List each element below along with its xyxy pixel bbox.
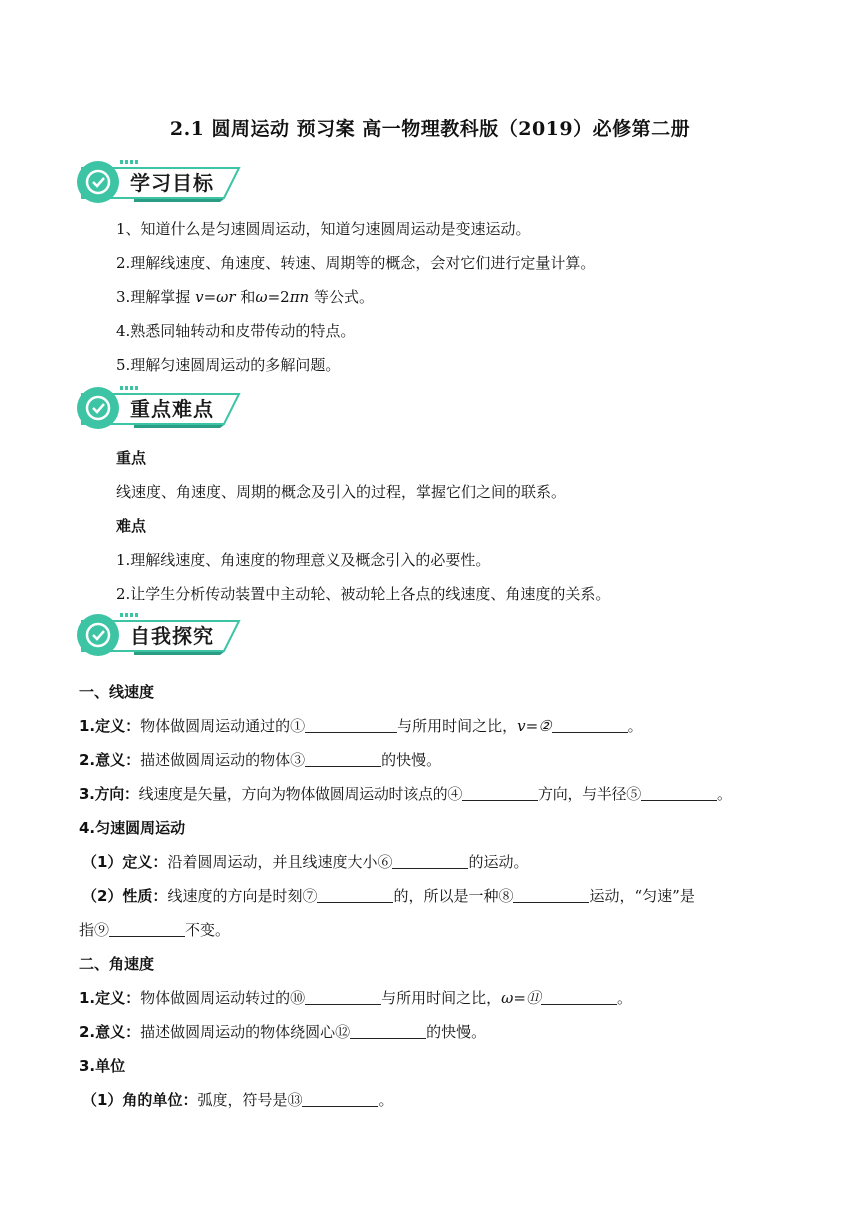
- difficult-label: 难点: [116, 517, 147, 535]
- goal-item: 2.理解线速度、角速度、转速、周期等的概念，会对它们进行定量计算。: [116, 254, 596, 272]
- fill-line: 1.定义：物体做圆周运动转过的⑩ 与所用时间之比，ω=⑪ 。: [79, 989, 632, 1007]
- section-heading: 学习目标: [130, 171, 214, 195]
- section-banner-explore: [74, 611, 246, 657]
- page-title: 2.1 圆周运动 预习案 高一物理教科版（2019）必修第二册: [169, 118, 691, 140]
- part-title: 二、角速度: [79, 955, 155, 973]
- answer-blank[interactable]: [350, 1023, 426, 1039]
- section-banner-goals: [74, 158, 246, 204]
- answer-blank[interactable]: [641, 785, 717, 801]
- fill-line: 2.意义：描述做圆周运动的物体绕圆心⑫ 的快慢。: [79, 1023, 487, 1041]
- section-heading: 重点难点: [130, 397, 214, 421]
- key-label: 重点: [116, 449, 147, 467]
- key-text: 线速度、角速度、周期的概念及引入的过程，掌握它们之间的联系。: [116, 483, 567, 501]
- goal-item: 3.理解掌握 v=ωr 和ω=2πn 等公式。: [116, 288, 375, 306]
- answer-blank[interactable]: [109, 921, 185, 937]
- difficult-item: 1.理解线速度、角速度的物理意义及概念引入的必要性。: [116, 551, 491, 569]
- fill-line: 3.方向：线速度是矢量，方向为物体做圆周运动时该点的④ 方向，与半径⑤ 。: [79, 785, 732, 803]
- answer-blank[interactable]: [513, 887, 589, 903]
- answer-blank[interactable]: [552, 717, 628, 733]
- section-banner-key: [74, 384, 246, 430]
- fill-line: 指⑨ 不变。: [79, 921, 231, 939]
- goal-item: 5.理解匀速圆周运动的多解问题。: [116, 356, 341, 374]
- answer-blank[interactable]: [541, 989, 617, 1005]
- answer-blank[interactable]: [317, 887, 393, 903]
- section-heading: 自我探究: [130, 624, 214, 648]
- goal-item: 4.熟悉同轴转动和皮带传动的特点。: [116, 322, 356, 340]
- difficult-item: 2.让学生分析传动装置中主动轮、被动轮上各点的线速度、角速度的关系。: [116, 585, 611, 603]
- fill-line: （1）角的单位：弧度，符号是⑬ 。: [82, 1091, 394, 1109]
- answer-blank[interactable]: [392, 853, 468, 869]
- fill-line: （2）性质：线速度的方向是时刻⑦ 的，所以是一种⑧ 运动，“匀速”是: [82, 887, 695, 905]
- sub-title: 3.单位: [79, 1057, 126, 1075]
- goal-item: 1、知道什么是匀速圆周运动，知道匀速圆周运动是变速运动。: [116, 220, 531, 238]
- answer-blank[interactable]: [305, 989, 381, 1005]
- part-title: 一、线速度: [79, 683, 155, 701]
- answer-blank[interactable]: [305, 751, 381, 767]
- fill-line: 2.意义：描述做圆周运动的物体③ 的快慢。: [79, 751, 442, 769]
- answer-blank[interactable]: [305, 717, 397, 733]
- answer-blank[interactable]: [462, 785, 538, 801]
- sub-title: 4.匀速圆周运动: [79, 819, 186, 837]
- answer-blank[interactable]: [302, 1091, 378, 1107]
- fill-line: （1）定义：沿着圆周运动，并且线速度大小⑥ 的运动。: [82, 853, 529, 871]
- fill-line: 1.定义：物体做圆周运动通过的① 与所用时间之比，v=② 。: [79, 717, 643, 735]
